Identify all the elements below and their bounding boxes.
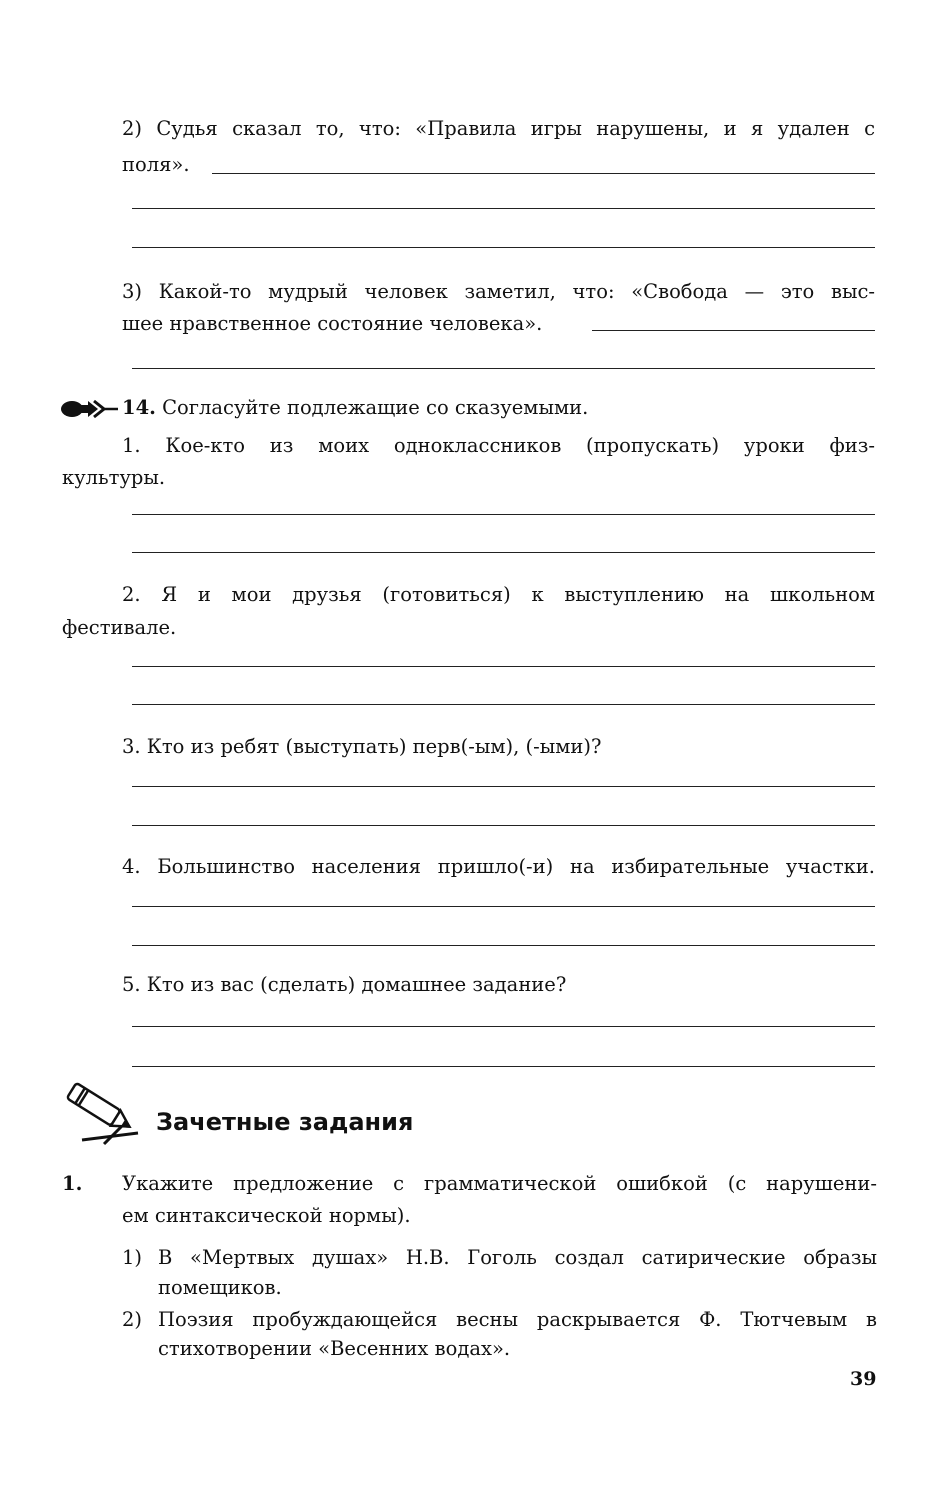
task-14-number: 14. bbox=[122, 396, 156, 419]
task-14-item-1-line2: культуры. bbox=[62, 466, 166, 489]
item-3-line2: шее нравственное состояние человека». bbox=[122, 312, 543, 335]
answer-line[interactable] bbox=[132, 247, 875, 248]
pencil-icon bbox=[60, 1078, 142, 1148]
task-14-title: Согласуйте подлежащие со сказуемыми. bbox=[162, 396, 589, 419]
item-2-line1: 2) Судья сказал то, что: «Правила игры нарушены, и я удален с bbox=[122, 117, 875, 140]
answer-line[interactable] bbox=[132, 552, 875, 553]
task-14-item-3-line1: 3. Кто из ребят (выступать) перв(-ым), (-ыми)? bbox=[122, 735, 602, 758]
answer-line[interactable] bbox=[132, 945, 875, 946]
option-2-number[interactable]: 2) bbox=[122, 1308, 143, 1331]
task-14-item-2-line2: фестивале. bbox=[62, 616, 177, 639]
option-2-line1[interactable]: Поэзия пробуждающейся весны раскрывается Ф. Тютчевым в bbox=[158, 1308, 877, 1331]
answer-line[interactable] bbox=[132, 704, 875, 705]
task-14-item-2-line1: 2. Я и мои друзья (готовиться) к выступлению на школьном bbox=[122, 583, 875, 606]
section-heading: Зачетные задания bbox=[156, 1108, 414, 1136]
task-14-item-4-line1: 4. Большинство населения пришло(-и) на избирательные участки. bbox=[122, 855, 875, 878]
answer-line[interactable] bbox=[132, 208, 875, 209]
option-1-number[interactable]: 1) bbox=[122, 1246, 143, 1269]
answer-line[interactable] bbox=[592, 330, 875, 331]
test-1-question-line1: Укажите предложение с грамматической ошибкой (с нарушени- bbox=[122, 1172, 877, 1195]
test-1-number: 1. bbox=[62, 1172, 83, 1195]
page-number: 39 bbox=[850, 1368, 877, 1390]
answer-line[interactable] bbox=[132, 514, 875, 515]
task-14-header bbox=[122, 392, 588, 423]
answer-line[interactable] bbox=[132, 368, 875, 369]
option-1-line1[interactable]: В «Мертвых душах» Н.В. Гоголь создал сатирические образы bbox=[158, 1246, 877, 1269]
task-14-item-1-line1: 1. Кое-кто из моих одноклассников (пропускать) уроки физ- bbox=[122, 434, 875, 457]
task-marker-icon bbox=[60, 395, 120, 423]
task-14-item-5-line1: 5. Кто из вас (сделать) домашнее задание? bbox=[122, 973, 567, 996]
answer-line[interactable] bbox=[212, 173, 875, 174]
option-1-line2[interactable]: помещиков. bbox=[158, 1276, 282, 1299]
item-2-line2: поля». bbox=[122, 153, 190, 176]
answer-line[interactable] bbox=[132, 906, 875, 907]
option-2-line2[interactable]: стихотворении «Весенних водах». bbox=[158, 1337, 511, 1360]
answer-line[interactable] bbox=[132, 1026, 875, 1027]
answer-line[interactable] bbox=[132, 1066, 875, 1067]
answer-line[interactable] bbox=[132, 825, 875, 826]
item-3-line1: 3) Какой-то мудрый человек заметил, что: «Свобода — это выс- bbox=[122, 280, 875, 303]
answer-line[interactable] bbox=[132, 786, 875, 787]
test-1-question-line2: ем синтаксической нормы). bbox=[122, 1204, 411, 1227]
answer-line[interactable] bbox=[132, 666, 875, 667]
